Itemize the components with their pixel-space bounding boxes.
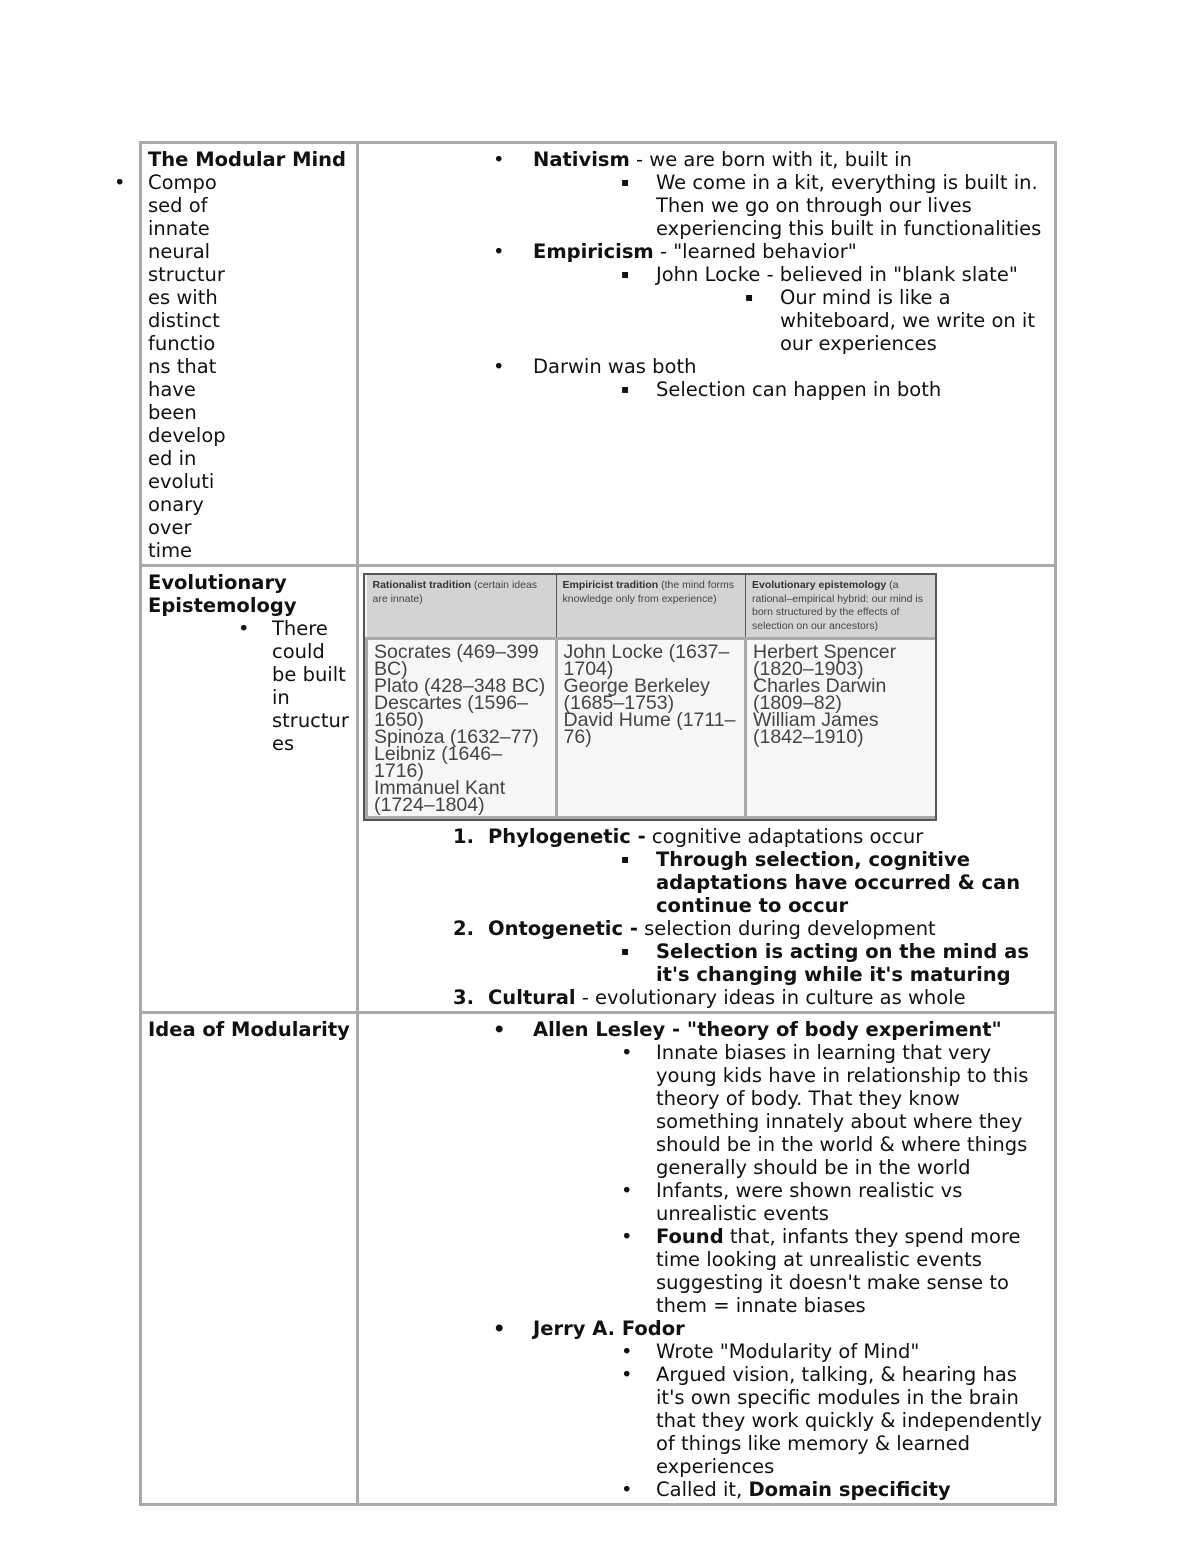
- topic-cell: [114, 143, 358, 566]
- figure-header-evolutionary: Evolutionary epistemology (a rational–empirical hybrid: our mind is born structured by the effects of selection on our ancestors): [746, 575, 936, 639]
- figure-column-rationalist: [367, 639, 557, 818]
- table-row: [141, 143, 1056, 566]
- term-definition: selection during development: [637, 917, 936, 940]
- list-item: [359, 263, 1048, 286]
- term-phylogenetic: Phylogenetic -: [488, 825, 646, 848]
- bullet-text: Selection is acting on the mind as it's changing while it's maturing: [656, 940, 1029, 986]
- term-definition: - evolutionary ideas in culture as whole: [575, 986, 966, 1009]
- list-item: [359, 286, 1048, 355]
- figure-column-empiricist: [556, 639, 746, 818]
- term-found: Found: [656, 1225, 724, 1248]
- list-item: [359, 240, 1048, 263]
- list-item: [359, 1363, 1048, 1478]
- bullet-icon: •: [493, 1317, 506, 1340]
- list-item: [359, 171, 1048, 240]
- term-nativism: Nativism: [533, 148, 630, 171]
- bullet-icon: •: [621, 1340, 633, 1363]
- term-definition: - we are born with it, built in: [629, 148, 912, 171]
- term-ontogenetic: Ontogenetic -: [488, 917, 638, 940]
- traditions-figure: [363, 573, 937, 821]
- philosopher-entry: Herbert Spencer (1820–1903): [753, 641, 897, 680]
- bullet-icon: •: [493, 1018, 506, 1041]
- notes-table: [114, 141, 1057, 1506]
- bullet-text: Argued vision, talking, & hearing has it's own specific modules in the brain that they work quickly & independently of things like memory & learned experiences: [656, 1363, 1042, 1478]
- bullet-icon: •: [621, 1225, 633, 1248]
- list-item: [359, 848, 1048, 917]
- list-item: [148, 617, 350, 755]
- philosopher-entry: Leibniz (1646–1716): [374, 743, 502, 782]
- bullet-text: Allen Lesley - "theory of body experiment": [533, 1018, 1002, 1041]
- bullet-icon: •: [621, 1041, 633, 1064]
- bullet-text: Darwin was both: [533, 355, 697, 378]
- philosopher-entry: John Locke (1637–1704): [563, 641, 730, 680]
- item-number: 2.: [453, 917, 474, 940]
- list-item: [359, 1018, 1048, 1041]
- list-item: [359, 825, 1048, 848]
- bullet-text: that, infants they spend more time looking at unrealistic events suggesting it doesn't make sense to them = innate biases: [656, 1225, 1021, 1317]
- term-cultural: Cultural: [488, 986, 576, 1009]
- bullet-text: Infants, were shown realistic vs unrealistic events: [656, 1179, 963, 1225]
- square-bullet-icon: ▪: [621, 382, 630, 396]
- list-item: [359, 940, 1048, 986]
- topic-bullets: [114, 171, 350, 562]
- notes-page: [114, 141, 1057, 1506]
- bullet-icon: •: [621, 1179, 633, 1202]
- bullet-text: Compo sed of innate neural structur es with distinct functio ns that have been develop ed in evoluti onary over time: [148, 171, 226, 562]
- content-cell: [358, 1013, 1056, 1505]
- figure-header-rationalist: Rationalist tradition (certain ideas are innate): [367, 575, 557, 639]
- square-bullet-icon: ▪: [621, 852, 630, 866]
- bullet-text: Wrote "Modularity of Mind": [656, 1340, 920, 1363]
- list-item: [359, 1041, 1048, 1179]
- bullet-icon: •: [114, 171, 126, 194]
- philosopher-entry: Plato (428–348 BC): [374, 675, 546, 697]
- bullet-text: John Locke - believed in "blank slate": [656, 263, 1018, 286]
- philosopher-entry: Spinoza (1632–77): [374, 726, 539, 748]
- list-item: [359, 1179, 1048, 1225]
- figure-header-empiricist: Empiricist tradition (the mind forms knowledge only from experience): [556, 575, 746, 639]
- figure-column-evolutionary: [746, 639, 936, 818]
- philosopher-entry: Immanuel Kant (1724–1804): [374, 777, 506, 816]
- bullet-icon: •: [493, 240, 505, 263]
- item-number: 1.: [453, 825, 474, 848]
- list-item: [359, 917, 1048, 940]
- square-bullet-icon: ▪: [621, 944, 630, 958]
- philosopher-entry: William James (1842–1910): [753, 709, 879, 748]
- square-bullet-icon: ▪: [621, 267, 630, 281]
- list-item: [359, 986, 1048, 1009]
- table-row: [141, 566, 1056, 1013]
- bullet-text: Called it,: [656, 1478, 749, 1501]
- topic-cell: [141, 1013, 358, 1505]
- bullet-icon: •: [493, 355, 505, 378]
- philosopher-entry: David Hume (1711–76): [563, 709, 736, 748]
- topic-title: Idea of Modularity: [148, 1018, 350, 1041]
- square-bullet-icon: ▪: [745, 290, 754, 304]
- bullet-text: Jerry A. Fodor: [533, 1317, 685, 1340]
- bullet-text: Selection can happen in both: [656, 378, 942, 401]
- term-definition: - "learned behavior": [653, 240, 857, 263]
- bullet-text: Innate biases in learning that very young kids have in relationship to this theory of body. That they know something innately about where they should be in the world & where things generally should be in the world: [656, 1041, 1029, 1179]
- list-item: [359, 148, 1048, 171]
- philosopher-entry: George Berkeley (1685–1753): [563, 675, 710, 714]
- list-item: [24, 171, 350, 562]
- content-cell: [358, 143, 1056, 566]
- bullet-text: Our mind is like a whiteboard, we write on it our experiences: [780, 286, 1035, 355]
- list-item: [359, 1478, 1048, 1501]
- list-item: [359, 378, 1048, 401]
- topic-cell: [141, 566, 358, 1013]
- list-item: [359, 355, 1048, 378]
- list-item: [359, 1225, 1048, 1317]
- list-item: [359, 1317, 1048, 1340]
- philosopher-entry: Socrates (469–399 BC): [374, 641, 539, 680]
- term-empiricism: Empiricism: [533, 240, 654, 263]
- philosopher-entry: Descartes (1596–1650): [374, 692, 528, 731]
- term-domain-specificity: Domain specificity: [748, 1478, 951, 1501]
- bullet-icon: •: [493, 148, 505, 171]
- bullet-icon: •: [238, 617, 250, 640]
- list-item: [359, 1340, 1048, 1363]
- item-number: 3.: [453, 986, 474, 1009]
- bullet-text: We come in a kit, everything is built in. Then we go on through our lives experiencing this built in functionalities: [656, 171, 1042, 240]
- bullet-icon: •: [621, 1478, 633, 1501]
- topic-title: The Modular Mind: [148, 148, 347, 171]
- bullet-text: Through selection, cognitive adaptations have occurred & can continue to occur: [656, 848, 1021, 917]
- content-cell: [358, 566, 1056, 1013]
- table-row: [141, 1013, 1056, 1505]
- bullet-text: There could be built in structur es: [272, 617, 349, 755]
- square-bullet-icon: ▪: [621, 175, 630, 189]
- philosopher-entry: Charles Darwin (1809–82): [753, 675, 887, 714]
- term-definition: cognitive adaptations occur: [645, 825, 924, 848]
- topic-title: Evolutionary Epistemology: [148, 571, 297, 617]
- bullet-icon: •: [621, 1363, 633, 1386]
